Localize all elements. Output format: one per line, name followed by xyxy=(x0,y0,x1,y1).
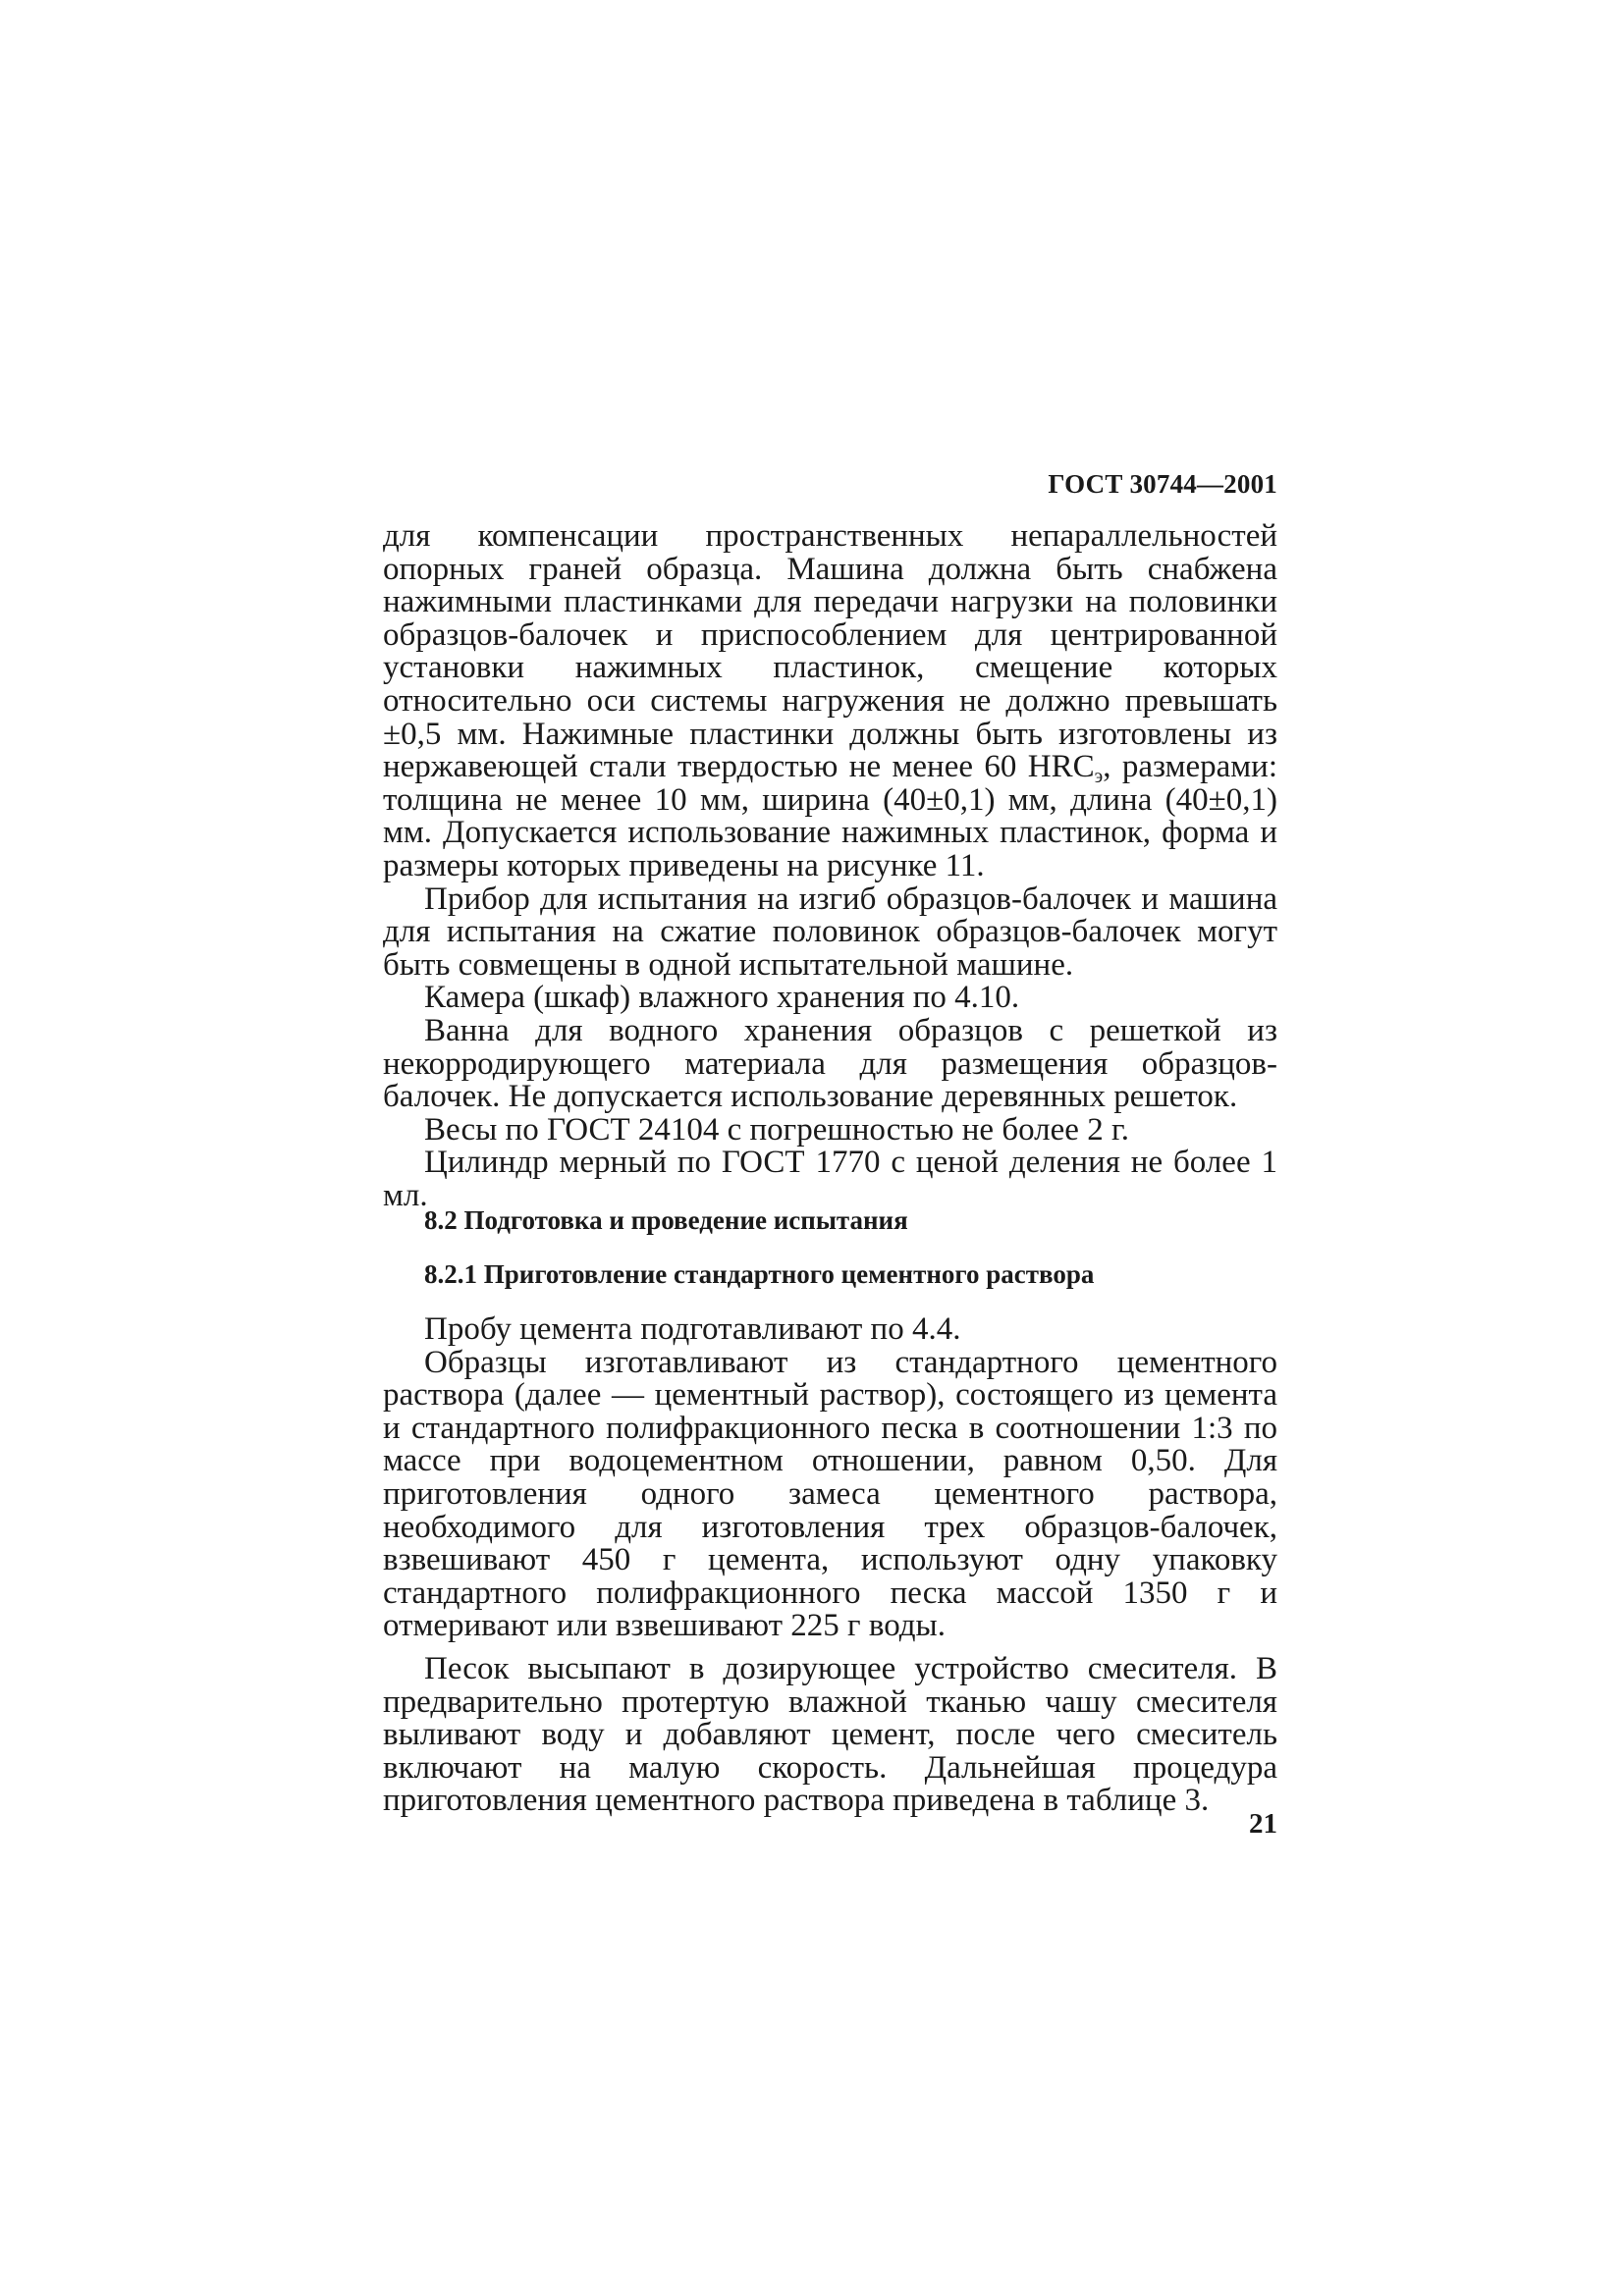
paragraph-scales: Весы по ГОСТ 24104 с погрешностью не более 2 г. xyxy=(424,1111,1130,1148)
mortar-preparation-section xyxy=(383,1313,1277,1818)
paragraph-water-bath: Ванна для водного хранения образцов с решеткой из некорродирующего материала для размещения образцов-балочек. Не допускается использование деревянных решеток. xyxy=(383,1012,1277,1115)
paragraph-press-plates-part2: , размерами: толщина не менее 10 мм, ширина (40±0,1) мм, длина (40±0,1) мм. Допускается использование нажимных пластинок, форма и размеры которых приведены на рисунке 11. xyxy=(383,749,1278,883)
paragraph-press-plates xyxy=(383,520,1277,883)
paragraph-press-plates-part1: для компенсации пространственных непараллельностей опорных граней образца. Машина должна быть снабжена нажимными пластинками для передачи нагрузки на половинки образцов-балочек и приспособлением для центрированной установки нажимных пластинок, смещение которых относительно оси системы нагружения не должно превышать ±0,5 мм. Нажимные пластинки должны быть изготовлены из нержавеющей стали твердостью не менее 60 HRC xyxy=(383,518,1277,785)
hardness-subscript: э xyxy=(1094,766,1104,788)
paragraph-humidity-chamber: Камера (шкаф) влажного хранения по 4.10. xyxy=(424,980,1020,1016)
paragraph-cylinder: Цилиндр мерный по ГОСТ 1770 с ценой деления не более 1 мл. xyxy=(383,1145,1277,1213)
paragraph-testing-device: Прибор для испытания на изгиб образцов-балочек и машина для испытания на сжатие половинок образцов-балочек могут быть совмещены в одной испытательной машине. xyxy=(383,881,1277,983)
equipment-section xyxy=(383,520,1277,1212)
section-heading-8-2-1: 8.2.1 Приготовление стандартного цементного раствора xyxy=(424,1259,1095,1289)
paragraph-specimen-composition: Образцы изготавливают из стандартного цементного раствора (далее — цементный раствор), состоящего из цемента и стандартного полифракционного песка в соотношении 1:3 по массе при водоцементном отношении, равном 0,50. Для приготовления одного замеса цементного раствора, необходимого для изготовления трех образцов-балочек, взвешивают 450 г цемента, используют одну упаковку стандартного полифракционного песка массой 1350 г и отмеривают или взвешивают 225 г воды. xyxy=(383,1344,1277,1644)
paragraph-cement-sample: Пробу цемента подготавливают по 4.4. xyxy=(424,1311,961,1347)
section-heading-8-2: 8.2 Подготовка и проведение испытания xyxy=(424,1205,908,1235)
page-number: 21 xyxy=(1249,1808,1277,1840)
document-header: ГОСТ 30744—2001 xyxy=(1048,469,1277,499)
paragraph-mixing-procedure: Песок высыпают в дозирующее устройство смесителя. В предварительно протертую влажной тканью чашу смесителя выливают воду и добавляют цемент, после чего смеситель включают на малую скорость. Дальнейшая процедура приготовления цементного раствора приведена в таблице 3. xyxy=(383,1650,1277,1819)
